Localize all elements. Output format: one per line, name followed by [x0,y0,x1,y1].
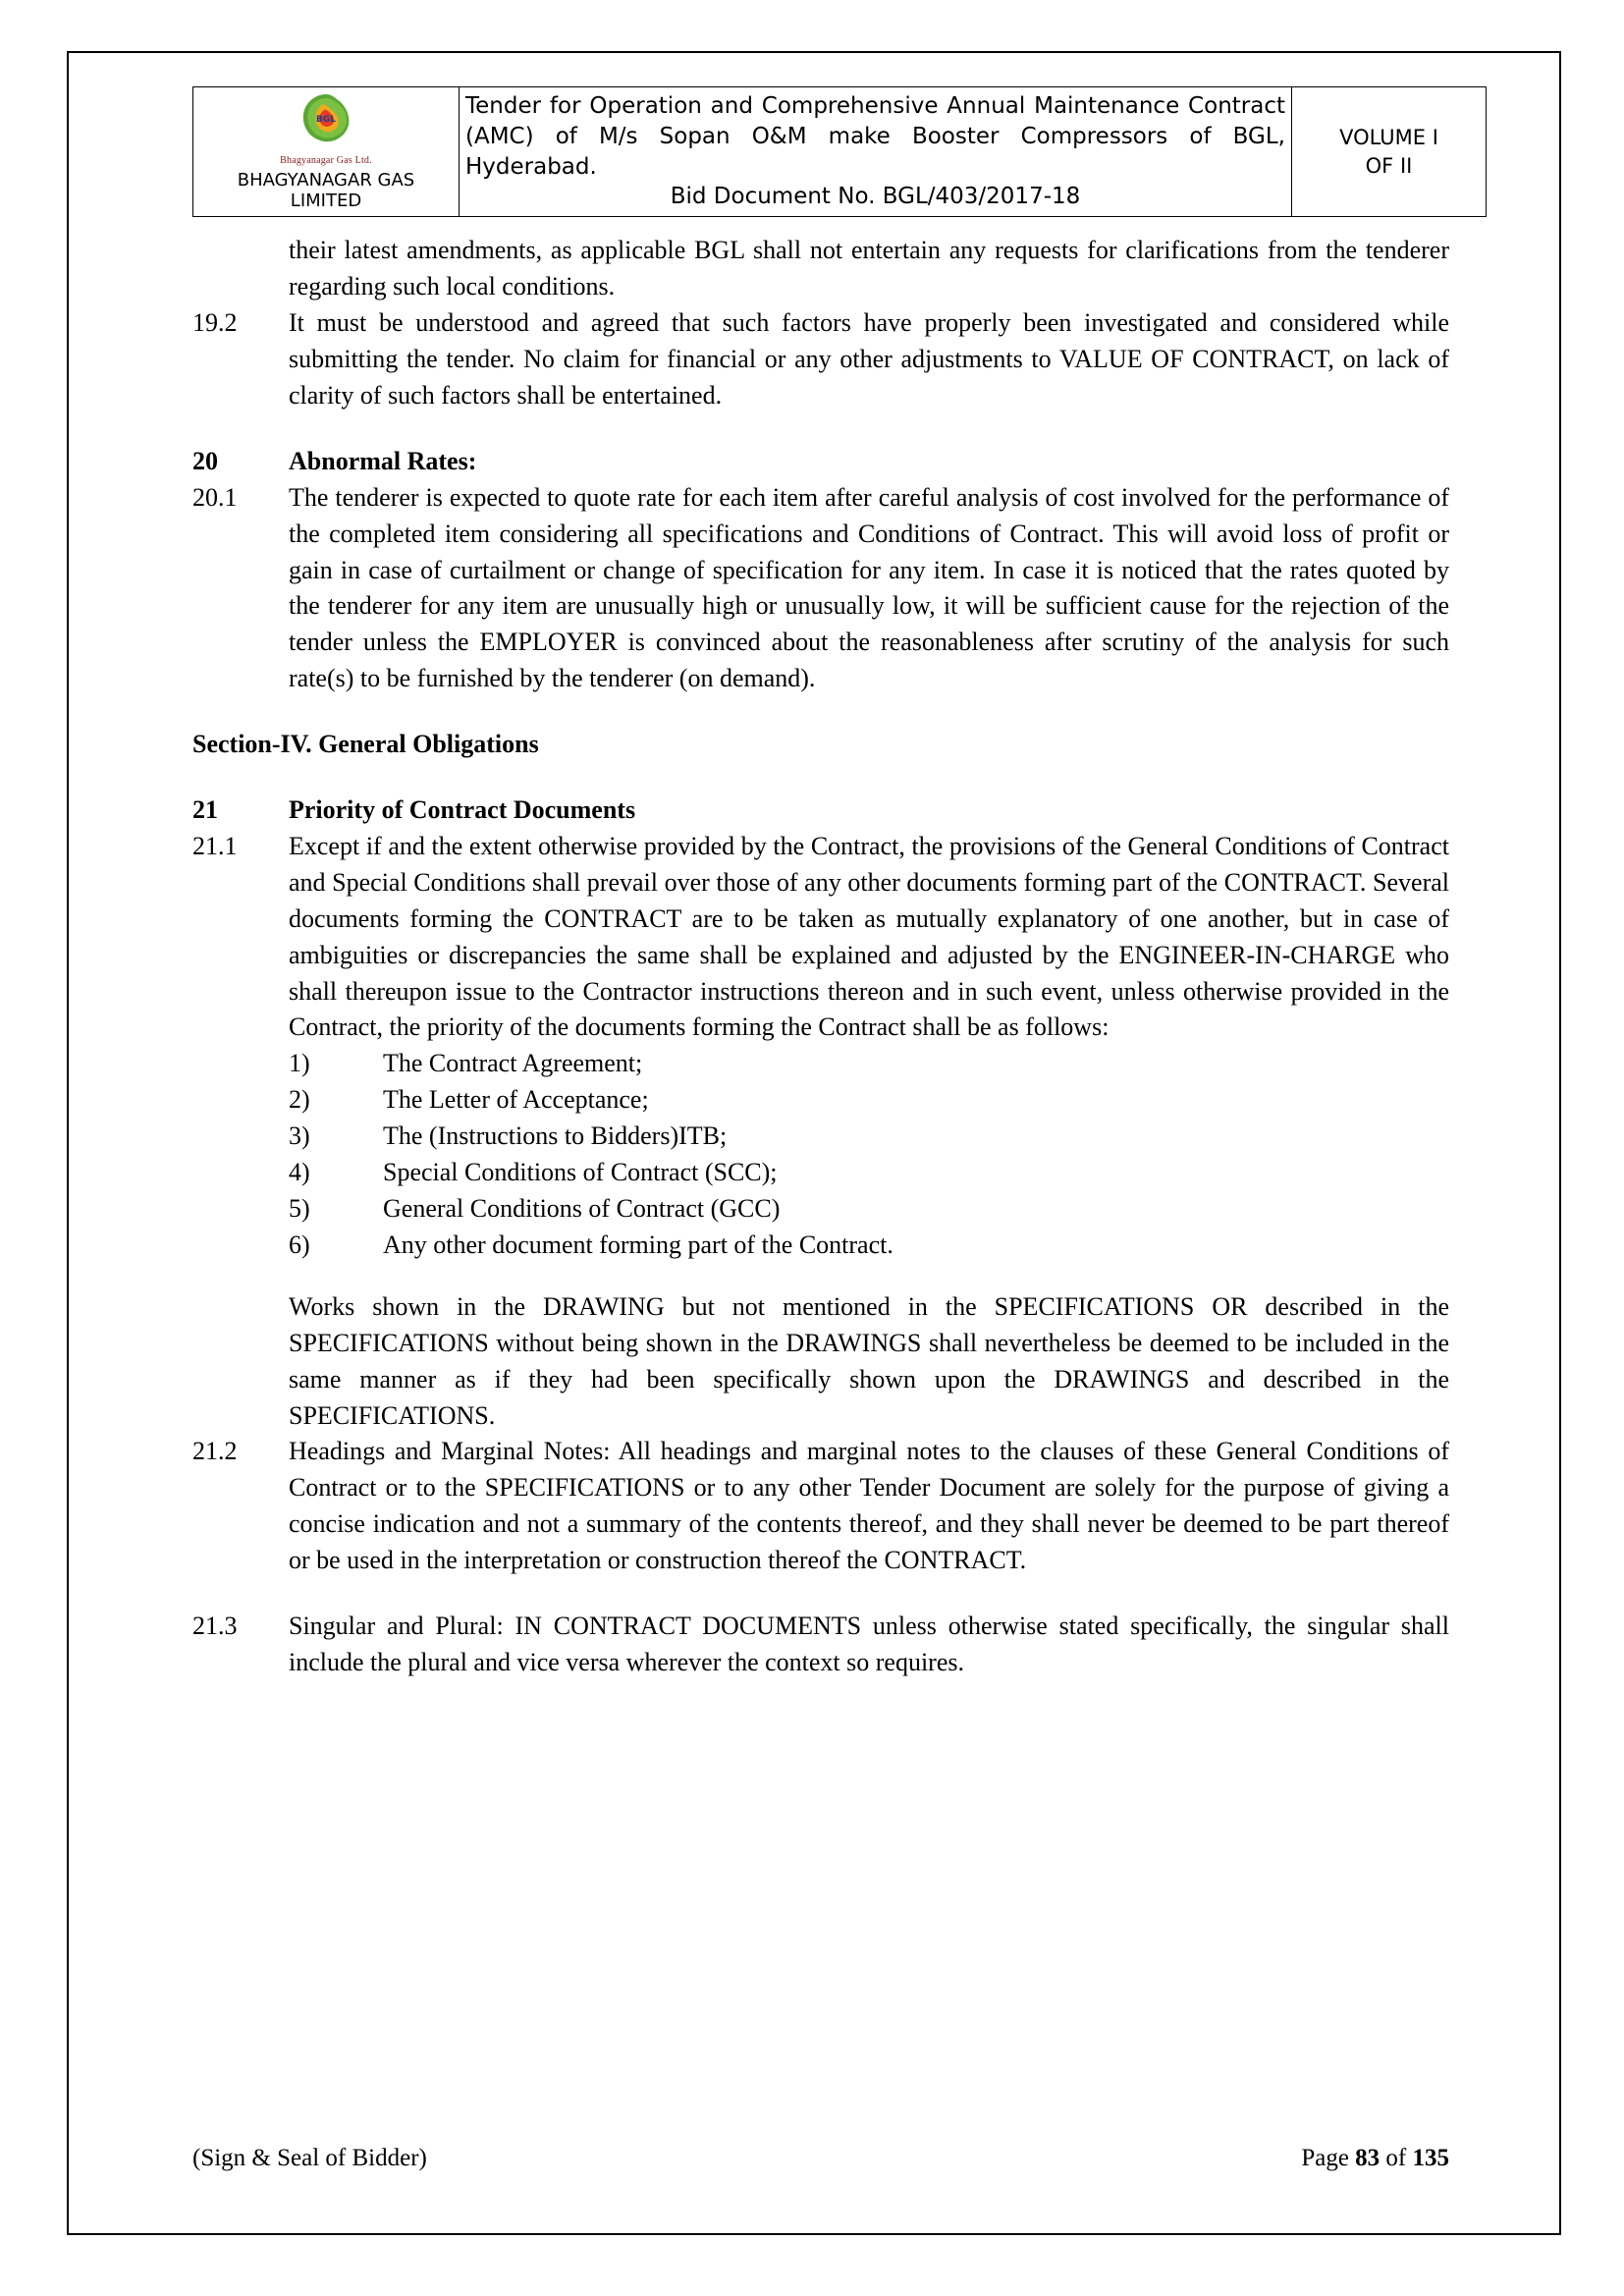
section-iv-heading: Section-IV. General Obligations [192,730,539,759]
list-item-text: The Contract Agreement; [383,1049,643,1078]
list-item-text: The Letter of Acceptance; [383,1085,649,1115]
logo-subtitle: Bhagyanagar Gas Ltd. [280,154,372,166]
header-row [193,87,1487,217]
header-logo-cell [193,87,460,217]
list-item-text: Special Conditions of Contract (SCC); [383,1158,778,1187]
paragraph-continued-top: their latest amendments, as applicable BGL shall not entertain any requests for clarifications from the tenderer regarding such local conditions. [289,236,1449,301]
list-item-text: The (Instructions to Bidders)ITB; [383,1121,728,1151]
paragraph-20-1-text: The tenderer is expected to quote rate for each item after careful analysis of cost involved for the performance of the completed item considering all specifications and Conditions of Contract. This will avoid loss of profit or gain in case of curtailment or change of specification for any item. In case it is noticed that the rates quoted by the tenderer for any item are unusually high or unusually low, it will be sufficient cause for the rejection of the tender unless the EMPLOYER is convinced about the reasonableness after scrutiny of the analysis for such rate(s) to be furnished by the tenderer (on demand). [289,482,1449,693]
list-item-marker: 3) [289,1121,310,1151]
list-item [289,1119,1449,1155]
bgl-flame-logo-icon [284,92,368,153]
list-item-marker: 1) [289,1049,310,1078]
volume-line-2: OF II [1365,153,1413,178]
paragraph-19-2-number: 19.2 [192,308,238,338]
paragraph-21-1-number: 21.1 [192,831,238,860]
list-item [289,1082,1449,1119]
svg-text:BGL: BGL [316,114,336,125]
paragraph-21-3-number: 21.3 [192,1612,238,1641]
paragraph-drawings: Works shown in the DRAWING but not mentioned in the SPECIFICATIONS OR described in the SPECIFICATIONS without being shown in the DRAWINGS shall nevertheless be deemed to be included in the same manner as if they had been specifically shown upon the DRAWINGS and described in the SPECIFICATIONS. [289,1291,1449,1430]
list-item-marker: 5) [289,1194,310,1223]
page-footer [192,2145,1449,2172]
list-item-text: General Conditions of Contract (GCC) [383,1194,781,1223]
paragraph-21-2-number: 21.2 [192,1437,238,1466]
heading-20-number: 20 [192,446,218,475]
header-title-main: Tender for Operation and Comprehensive Annual Maintenance Contract (AMC) of M/s Sopan O&M make Booster Compressors of BGL, Hyderabad. [465,93,1285,180]
paragraph-19-2-text: It must be understood and agreed that such factors have properly been investigated and considered while submitting the tender. No claim for financial or any other adjustments to VALUE OF CONTRACT, on lack of clarity of such factors shall be entertained. [289,308,1449,410]
paragraph-21-1-text: Except if and the extent otherwise provided by the Contract, the provisions of the General Conditions of Contract and Special Conditions shall prevail over those of any other documents forming part of the CONTRACT. Several documents forming the CONTRACT are to be taken as mutually explanatory of one another, but in case of ambiguities or discrepancies the same shall be explained and adjusted by the ENGINEER-IN-CHARGE who shall thereupon issue to the Contractor instructions thereon and in such event, unless otherwise provided in the Contract, the priority of the documents forming the Contract shall be as follows: [289,831,1449,1042]
header-bid-document-no: Bid Document No. BGL/403/2017-18 [670,184,1081,210]
paragraph-21-2-text: Headings and Marginal Notes: All headings and marginal notes to the clauses of these General Conditions of Contract or to the SPECIFICATIONS or to any other Tender Document are solely for the purpose of giving a concise indication and not a summary of the contents thereof, and they shall never be deemed to be part thereof or be used in the interpretation or construction thereof the CONTRACT. [289,1437,1449,1575]
spacer [192,1579,1449,1609]
paragraph-21-2 [192,1434,1449,1579]
list-item [289,1191,1449,1228]
heading-21 [192,793,1449,829]
heading-21-title: Priority of Contract Documents [289,795,636,825]
footer-page-indicator [1301,2145,1449,2172]
paragraph-20-1-number: 20.1 [192,482,238,512]
list-item-marker: 4) [289,1158,310,1187]
page-content [192,86,1449,1681]
logo-company-name: BHAGYANAGAR GAS LIMITED [237,169,415,212]
paragraph-21-1 [192,829,1449,1046]
paragraph-21-3 [192,1609,1449,1681]
header-volume-cell [1292,87,1487,217]
list-item-marker: 2) [289,1085,310,1115]
list-item [289,1046,1449,1082]
list-item [289,1228,1449,1264]
footer-total-pages: 135 [1412,2145,1449,2171]
list-item [289,1155,1449,1191]
paragraph-19-2 [192,305,1449,414]
footer-sign-seal: (Sign & Seal of Bidder) [192,2145,427,2171]
priority-documents-list [289,1046,1449,1263]
list-item-marker: 6) [289,1230,310,1259]
paragraph-20-1 [192,480,1449,697]
document-header-table [192,86,1487,217]
document-body [192,233,1449,1681]
spacer [192,763,1449,793]
spacer [192,1264,1449,1289]
heading-21-number: 21 [192,795,218,825]
heading-20-title: Abnormal Rates: [289,446,477,475]
footer-page-word: Page [1301,2145,1349,2171]
list-item-text: Any other document forming part of the Contract. [383,1230,893,1259]
paragraph-21-3-text: Singular and Plural: IN CONTRACT DOCUMENTS unless otherwise stated specifically, the singular shall include the plural and vice versa wherever the context so requires. [289,1612,1449,1676]
footer-of-word: of [1385,2145,1407,2171]
volume-line-1: VOLUME I [1339,126,1438,150]
header-title-cell [460,87,1292,217]
heading-20 [192,444,1449,480]
spacer [192,414,1449,444]
footer-page-number: 83 [1355,2145,1380,2171]
